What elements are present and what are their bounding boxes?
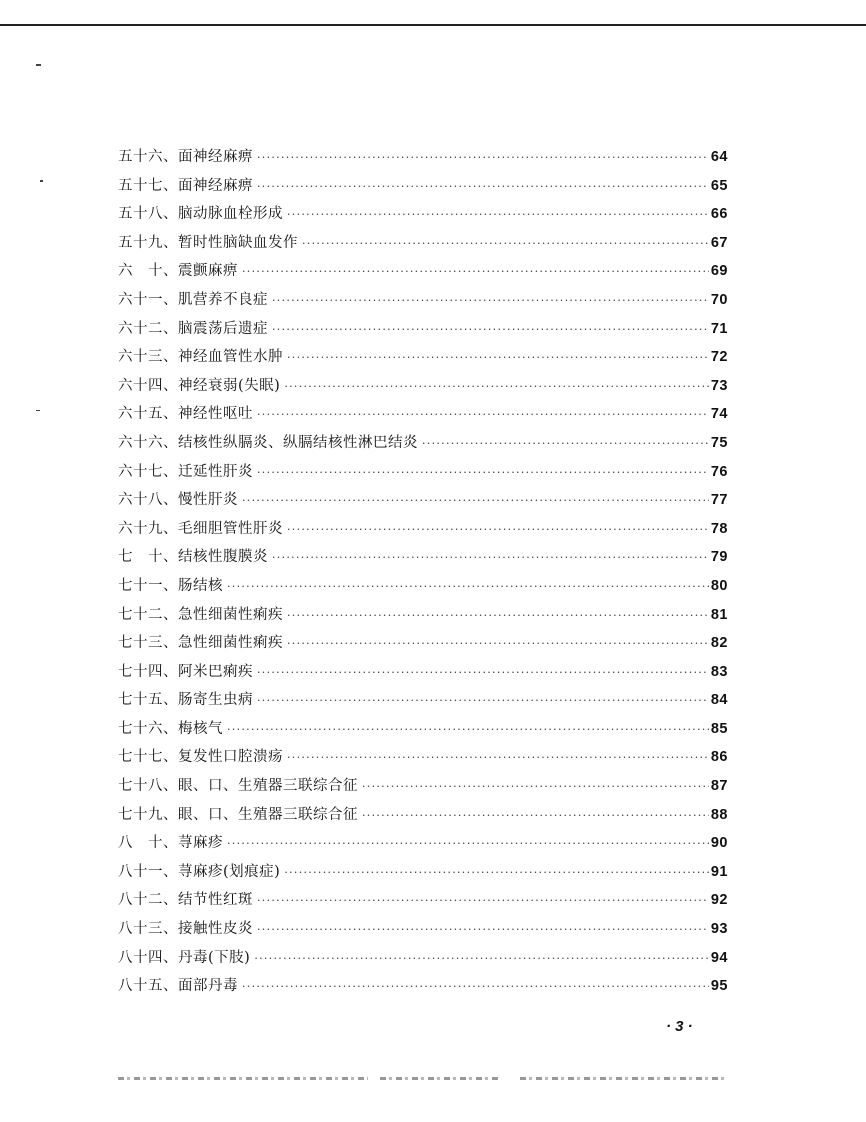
- entry-number: 五十七、: [118, 177, 178, 194]
- entry-title: 梅核气: [178, 720, 223, 737]
- toc-entry: [118, 517, 728, 546]
- scan-noise: [380, 1077, 500, 1080]
- entry-title: 肠寄生虫病: [178, 692, 253, 709]
- entry-number: 八十三、: [118, 921, 178, 938]
- entry-number: 六十七、: [118, 463, 178, 480]
- entry-page: 64: [710, 149, 728, 165]
- toc-entry: [118, 488, 728, 517]
- entry-page: 66: [710, 206, 728, 223]
- entry-page: 82: [710, 635, 728, 652]
- dot-leader: [227, 580, 709, 593]
- entry-number: 六十八、: [118, 492, 178, 509]
- toc-entry: [118, 288, 728, 317]
- toc-entry: [118, 317, 728, 346]
- entry-number: 七十四、: [118, 663, 178, 680]
- toc-entry: [118, 860, 728, 889]
- entry-page: 91: [710, 863, 728, 880]
- entry-title: 慢性肝炎: [178, 492, 238, 509]
- dot-leader: [287, 523, 709, 536]
- entry-title: 面神经麻痹: [178, 149, 253, 165]
- entry-title: 急性细菌性痢疾: [178, 635, 283, 652]
- entry-number: 七 十、: [118, 549, 178, 566]
- page-top-rule: [0, 24, 866, 26]
- entry-number: 七十八、: [118, 778, 178, 795]
- entry-number: 六十三、: [118, 349, 178, 366]
- toc-entry: [118, 660, 728, 689]
- toc-entry: [118, 631, 728, 660]
- dot-leader: [257, 466, 709, 479]
- entry-page: 86: [710, 749, 728, 766]
- entry-title: 神经血管性水肿: [178, 349, 283, 366]
- dot-leader: [287, 751, 709, 764]
- entry-page: 77: [710, 492, 728, 509]
- dot-leader: [257, 151, 709, 164]
- entry-page: 81: [710, 606, 728, 623]
- dot-leader: [362, 809, 709, 822]
- entry-page: 73: [710, 377, 728, 394]
- entry-page: 94: [710, 949, 728, 966]
- entry-number: 七十七、: [118, 749, 178, 766]
- toc-entry: [118, 574, 728, 603]
- dot-leader: [227, 837, 709, 850]
- dot-leader: [272, 323, 709, 336]
- entry-number: 七十五、: [118, 692, 178, 709]
- entry-page: 88: [710, 806, 728, 823]
- toc-entry: [118, 431, 728, 460]
- entry-page: 85: [710, 720, 728, 737]
- toc-entry: [118, 917, 728, 946]
- table-of-contents: [118, 145, 728, 1003]
- entry-title: 结核性纵膈炎、纵膈结核性淋巴结炎: [178, 434, 418, 451]
- dot-leader: [284, 866, 709, 879]
- entry-title: 荨麻疹: [178, 835, 223, 852]
- entry-title: 复发性口腔溃疡: [178, 749, 283, 766]
- entry-number: 八十二、: [118, 892, 178, 909]
- toc-entry: [118, 888, 728, 917]
- entry-page: 65: [710, 177, 728, 194]
- entry-page: 74: [710, 406, 728, 423]
- dot-leader: [242, 494, 709, 507]
- entry-title: 暂时性脑缺血发作: [178, 234, 298, 251]
- entry-number: 六 十、: [118, 263, 178, 280]
- entry-page: 93: [710, 921, 728, 938]
- entry-number: 六十九、: [118, 520, 178, 537]
- toc-entry: [118, 345, 728, 374]
- entry-title: 神经性呕吐: [178, 406, 253, 423]
- entry-number: 七十三、: [118, 635, 178, 652]
- scan-speck: [36, 64, 41, 66]
- dot-leader: [287, 208, 709, 221]
- entry-page: 79: [710, 549, 728, 566]
- entry-page: 67: [710, 234, 728, 251]
- entry-number: 八 十、: [118, 835, 178, 852]
- entry-page: 70: [710, 291, 728, 308]
- dot-leader: [254, 952, 709, 965]
- dot-leader: [287, 609, 709, 622]
- entry-number: 六十二、: [118, 320, 178, 337]
- toc-entry: [118, 831, 728, 860]
- toc-entry: [118, 145, 728, 174]
- entry-number: 六十六、: [118, 434, 178, 451]
- dot-leader: [257, 694, 709, 707]
- toc-entry: [118, 974, 728, 1003]
- entry-title: 急性细菌性痢疾: [178, 606, 283, 623]
- dot-leader: [257, 923, 709, 936]
- entry-page: 76: [710, 463, 728, 480]
- entry-title: 迁延性肝炎: [178, 463, 253, 480]
- entry-title: 肠结核: [178, 577, 223, 594]
- entry-page: 87: [710, 778, 728, 795]
- entry-number: 七十二、: [118, 606, 178, 623]
- toc-entry: [118, 603, 728, 632]
- dot-leader: [272, 294, 709, 307]
- dot-leader: [257, 666, 709, 679]
- dot-leader: [242, 980, 709, 993]
- scan-speck: [40, 180, 43, 182]
- entry-page: 92: [710, 892, 728, 909]
- toc-entry: [118, 374, 728, 403]
- toc-entry: [118, 460, 728, 489]
- entry-title: 接触性皮炎: [178, 921, 253, 938]
- entry-page: 83: [710, 663, 728, 680]
- entry-page: 95: [710, 978, 728, 995]
- scan-noise: [118, 1077, 368, 1080]
- scan-speck: [36, 410, 40, 411]
- entry-page: 75: [710, 434, 728, 451]
- toc-entry: [118, 717, 728, 746]
- entry-title: 眼、口、生殖器三联综合征: [178, 778, 358, 795]
- entry-number: 七十九、: [118, 806, 178, 823]
- toc-entry: [118, 174, 728, 203]
- page-number: · 3 ·: [666, 1018, 693, 1035]
- entry-title: 毛细胆管性肝炎: [178, 520, 283, 537]
- toc-entry: [118, 402, 728, 431]
- entry-number: 六十一、: [118, 291, 178, 308]
- dot-leader: [422, 437, 709, 450]
- entry-page: 71: [710, 320, 728, 337]
- entry-title: 面神经麻痹: [178, 177, 253, 194]
- entry-title: 肌营养不良症: [178, 291, 268, 308]
- scan-noise: [520, 1077, 725, 1080]
- entry-number: 六十五、: [118, 406, 178, 423]
- toc-entry: [118, 803, 728, 832]
- entry-page: 72: [710, 349, 728, 366]
- entry-title: 结核性腹膜炎: [178, 549, 268, 566]
- entry-page: 90: [710, 835, 728, 852]
- toc-entry: [118, 688, 728, 717]
- toc-entry: [118, 259, 728, 288]
- dot-leader: [362, 780, 709, 793]
- toc-entry: [118, 202, 728, 231]
- dot-leader: [302, 237, 709, 250]
- dot-leader: [287, 351, 709, 364]
- entry-page: 69: [710, 263, 728, 280]
- entry-number: 五十九、: [118, 234, 178, 251]
- toc-entry: [118, 946, 728, 975]
- entry-number: 八十四、: [118, 949, 178, 966]
- entry-page: 80: [710, 577, 728, 594]
- dot-leader: [287, 637, 709, 650]
- entry-number: 七十六、: [118, 720, 178, 737]
- entry-title: 神经衰弱(失眠): [178, 377, 281, 394]
- entry-title: 脑震荡后遗症: [178, 320, 268, 337]
- entry-title: 荨麻疹(划痕症): [178, 863, 281, 880]
- dot-leader: [284, 380, 709, 393]
- toc-entry: [118, 545, 728, 574]
- entry-title: 眼、口、生殖器三联综合征: [178, 806, 358, 823]
- entry-number: 五十六、: [118, 149, 178, 165]
- dot-leader: [257, 408, 709, 421]
- entry-page: 78: [710, 520, 728, 537]
- entry-number: 八十五、: [118, 978, 178, 995]
- entry-title: 结节性红斑: [178, 892, 253, 909]
- toc-entry: [118, 774, 728, 803]
- entry-title: 丹毒(下肢): [178, 949, 251, 966]
- entry-number: 五十八、: [118, 206, 178, 223]
- dot-leader: [257, 894, 709, 907]
- entry-title: 阿米巴痢疾: [178, 663, 253, 680]
- toc-entry: [118, 745, 728, 774]
- dot-leader: [242, 265, 709, 278]
- dot-leader: [272, 551, 709, 564]
- entry-number: 七十一、: [118, 577, 178, 594]
- entry-number: 六十四、: [118, 377, 178, 394]
- dot-leader: [227, 723, 709, 736]
- entry-number: 八十一、: [118, 863, 178, 880]
- entry-title: 震颤麻痹: [178, 263, 238, 280]
- entry-title: 面部丹毒: [178, 978, 238, 995]
- entry-page: 84: [710, 692, 728, 709]
- toc-entry: [118, 231, 728, 260]
- dot-leader: [257, 180, 709, 193]
- entry-title: 脑动脉血栓形成: [178, 206, 283, 223]
